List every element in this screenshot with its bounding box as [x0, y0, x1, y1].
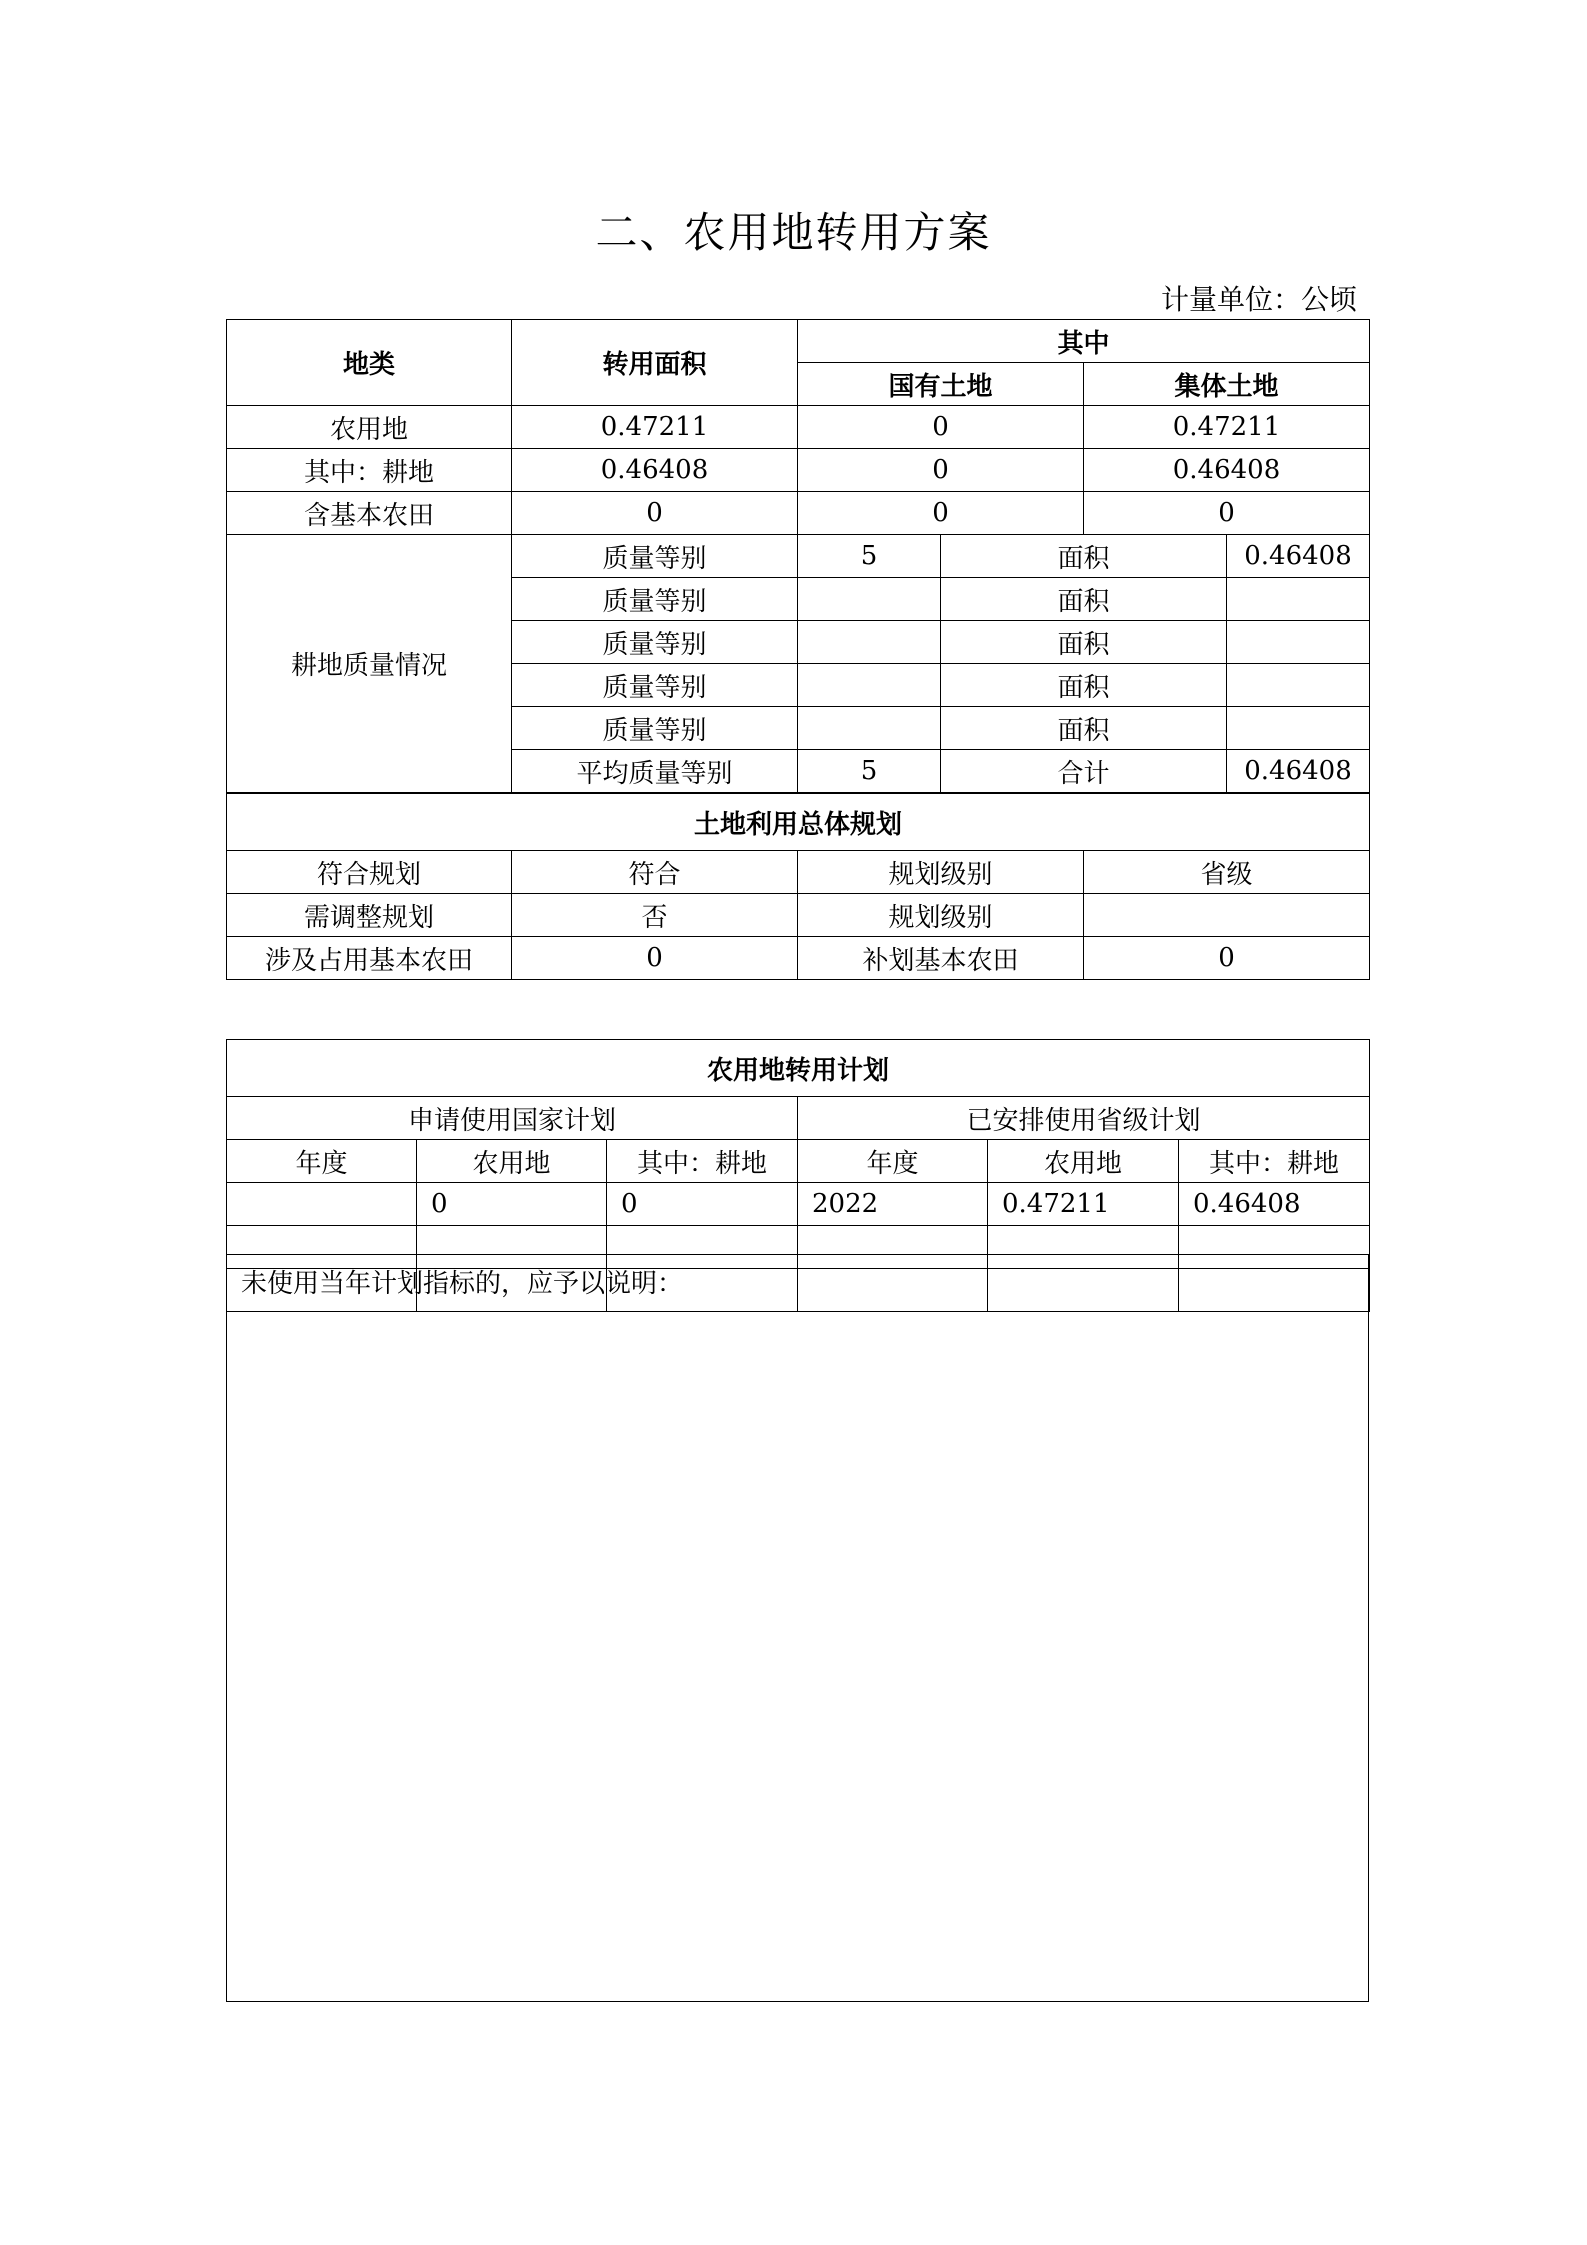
planning-cell: 符合规划 [227, 851, 512, 894]
quality-area [1227, 664, 1370, 707]
conversion-section-title: 农用地转用计划 [227, 1040, 1370, 1097]
planning-cell: 否 [512, 894, 798, 937]
planning-section-title: 土地利用总体规划 [227, 794, 1370, 851]
quality-grade-label: 质量等别 [512, 707, 798, 750]
quality-grade-label: 质量等别 [512, 621, 798, 664]
quality-area-label: 面积 [941, 707, 1227, 750]
quality-row [227, 535, 1370, 578]
quality-area [1227, 707, 1370, 750]
quality-area-label: 面积 [941, 535, 1227, 578]
plan-cell: 2022 [798, 1183, 988, 1226]
plan-cell: 0.46408 [1179, 1183, 1370, 1226]
land-conversion-table [226, 319, 1370, 793]
quality-area: 0.46408 [1227, 535, 1370, 578]
quality-grade-label: 质量等别 [512, 535, 798, 578]
table-row [227, 894, 1370, 937]
land-row-label: 其中：耕地 [227, 449, 512, 492]
planning-cell: 补划基本农田 [798, 937, 1084, 980]
note-box [227, 1255, 1369, 2002]
planning-cell: 省级 [1084, 851, 1370, 894]
quality-area [1227, 621, 1370, 664]
header-of-which: 其中 [798, 320, 1370, 363]
table-row [227, 1183, 1370, 1226]
column-header: 农用地 [417, 1140, 607, 1183]
quality-grade-label: 质量等别 [512, 664, 798, 707]
quality-area [1227, 578, 1370, 621]
plan-cell: 0 [607, 1183, 798, 1226]
land-row-area: 0.47211 [512, 406, 798, 449]
land-row-label: 农用地 [227, 406, 512, 449]
quality-area-label: 面积 [941, 621, 1227, 664]
column-header: 其中：耕地 [607, 1140, 798, 1183]
provincial-plan-header: 已安排使用省级计划 [798, 1097, 1370, 1140]
quality-grade [798, 664, 941, 707]
header-collective-land: 集体土地 [1084, 363, 1370, 406]
column-header: 其中：耕地 [1179, 1140, 1370, 1183]
plan-cell: 0.47211 [988, 1183, 1179, 1226]
land-row-collective: 0.47211 [1084, 406, 1370, 449]
land-row-collective: 0.46408 [1084, 449, 1370, 492]
quality-section-label: 耕地质量情况 [227, 535, 512, 793]
planning-cell: 规划级别 [798, 851, 1084, 894]
quality-area-label: 面积 [941, 578, 1227, 621]
header-state-land: 国有土地 [798, 363, 1084, 406]
quality-grade [798, 707, 941, 750]
land-row-label: 含基本农田 [227, 492, 512, 535]
national-plan-header: 申请使用国家计划 [227, 1097, 798, 1140]
plan-cell [227, 1183, 417, 1226]
quality-grade-label: 平均质量等别 [512, 750, 798, 793]
land-row-area: 0.46408 [512, 449, 798, 492]
table-row [227, 937, 1370, 980]
land-row-state: 0 [798, 406, 1084, 449]
quality-area-label: 合计 [941, 750, 1227, 793]
table-row [227, 406, 1370, 449]
header-converted-area: 转用面积 [512, 320, 798, 406]
planning-cell: 0 [1084, 937, 1370, 980]
land-row-state: 0 [798, 449, 1084, 492]
table-row [227, 449, 1370, 492]
land-row-area: 0 [512, 492, 798, 535]
planning-cell: 需调整规划 [227, 894, 512, 937]
land-row-state: 0 [798, 492, 1084, 535]
note-table [226, 1254, 1369, 2002]
planning-cell: 涉及占用基本农田 [227, 937, 512, 980]
column-header: 年度 [798, 1140, 988, 1183]
plan-cell: 0 [417, 1183, 607, 1226]
planning-cell: 符合 [512, 851, 798, 894]
planning-table [226, 793, 1370, 980]
quality-area-label: 面积 [941, 664, 1227, 707]
quality-grade [798, 578, 941, 621]
table-row [227, 492, 1370, 535]
column-header: 年度 [227, 1140, 417, 1183]
quality-grade-label: 质量等别 [512, 578, 798, 621]
header-land-type: 地类 [227, 320, 512, 406]
column-header: 农用地 [988, 1140, 1179, 1183]
planning-cell: 0 [512, 937, 798, 980]
page-title: 二、农用地转用方案 [595, 208, 992, 257]
quality-grade: 5 [798, 535, 941, 578]
note-label: 未使用当年计划指标的，应予以说明： [241, 1269, 684, 1299]
planning-cell [1084, 894, 1370, 937]
quality-area: 0.46408 [1227, 750, 1370, 793]
land-row-collective: 0 [1084, 492, 1370, 535]
planning-cell: 规划级别 [798, 894, 1084, 937]
unit-label: 计量单位：公顷 [1160, 283, 1357, 316]
table-row [227, 851, 1370, 894]
quality-grade [798, 621, 941, 664]
quality-grade: 5 [798, 750, 941, 793]
